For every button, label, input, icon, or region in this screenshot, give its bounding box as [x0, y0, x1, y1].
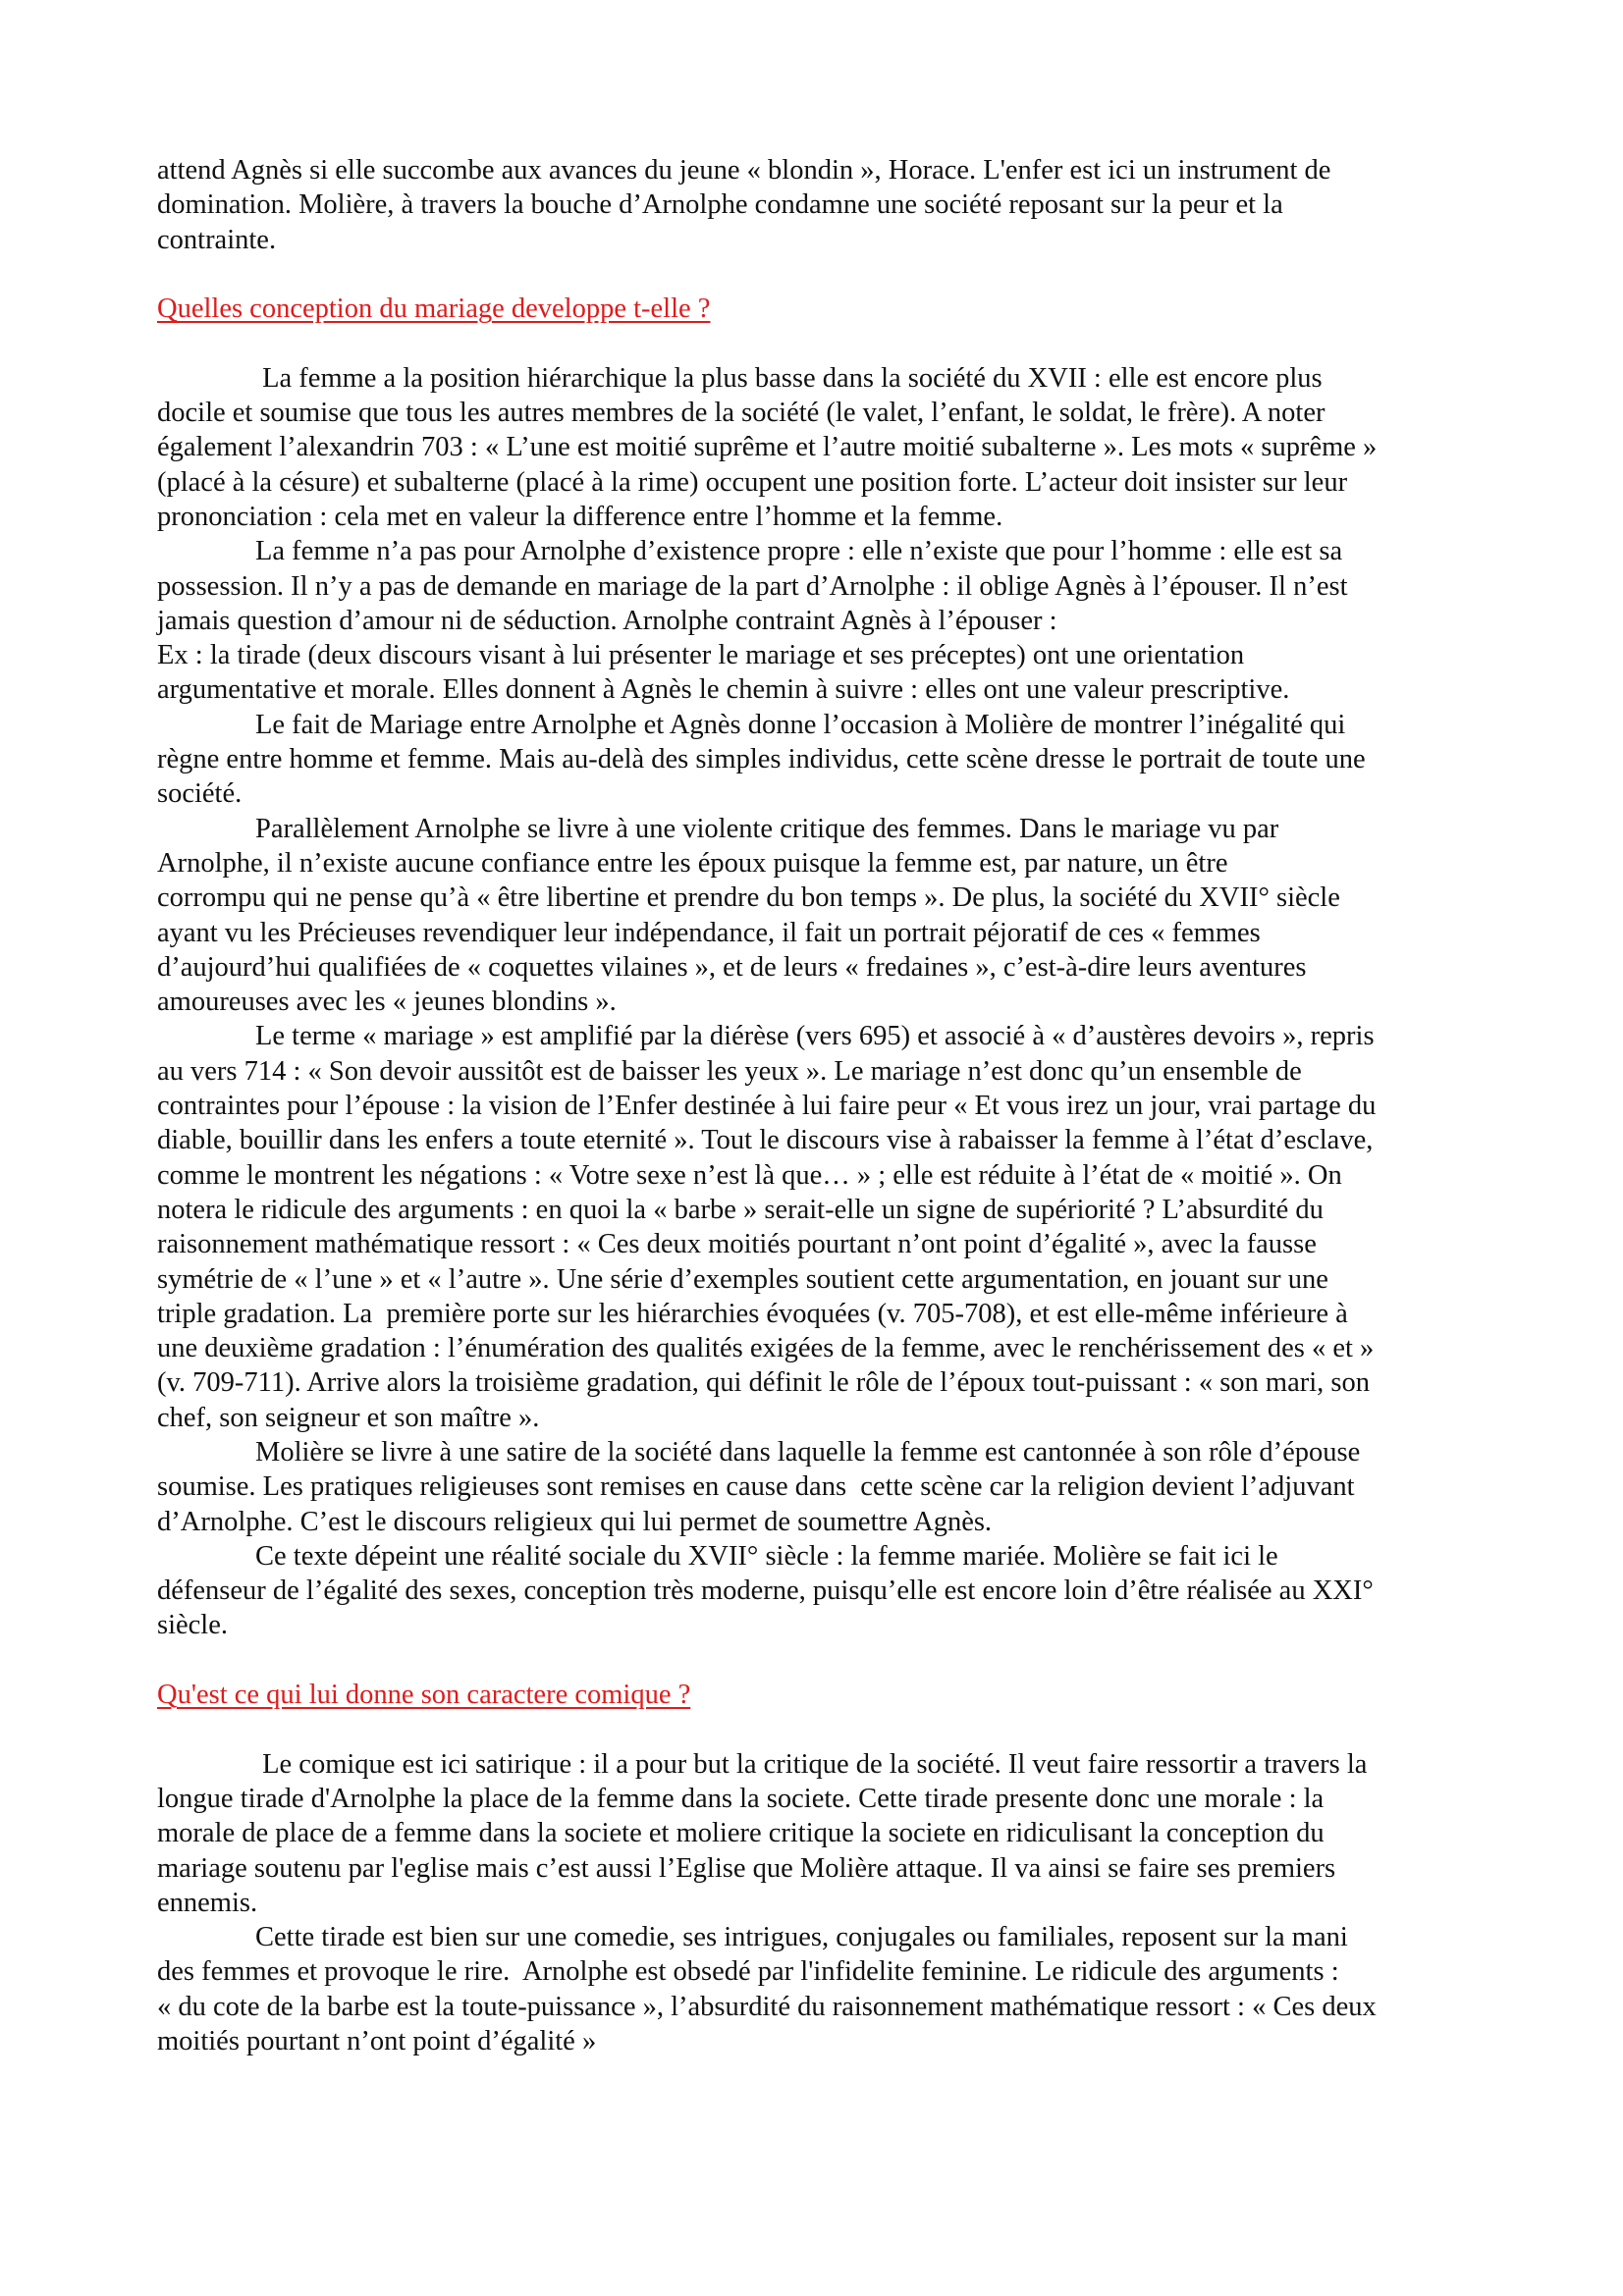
intro-paragraph — [157, 153, 1492, 257]
text-line: également l’alexandrin 703 : « L’une est moitié suprême et l’autre moitié subalterne ». Les mots « suprême » — [157, 432, 1378, 463]
text-line: symétrie de « l’une » et « l’autre ». Une série d’exemples soutient cette argumentation, en jouant sur une — [157, 1263, 1328, 1295]
text-line: corrompu qui ne pense qu’à « être libertine et prendre du bon temps ». De plus, la société du XVII° siècle — [157, 882, 1340, 914]
text-line: triple gradation. La première porte sur les hiérarchies évoquées (v. 705-708), et est elle-même inférieure à — [157, 1298, 1348, 1329]
text-line: La femme n’a pas pour Arnolphe d’existence propre : elle n’existe que pour l’homme : elle est sa — [255, 536, 1343, 567]
text-line: Molière se livre à une satire de la société dans laquelle la femme est cantonnée à son rôle d’épouse — [255, 1436, 1361, 1468]
blank-line — [157, 257, 1492, 292]
text-line: société. — [157, 778, 243, 810]
text-line: attend Agnès si elle succombe aux avances du jeune « blondin », Horace. L'enfer est ici un instrument de — [157, 155, 1331, 186]
paragraph — [157, 1435, 1492, 1539]
text-line: longue tirade d'Arnolphe la place de la femme dans la societe. Cette tirade presente donc une morale : la — [157, 1783, 1325, 1814]
text-line: Cette tirade est bien sur une comedie, ses intrigues, conjugales ou familiales, reposent sur la mani — [255, 1922, 1348, 1953]
blank-line — [157, 326, 1492, 360]
text-line: mariage soutenu par l'eglise mais c’est aussi l’Eglise que Molière attaque. Il va ainsi se faire ses premiers — [157, 1852, 1336, 1884]
text-line: Arnolphe, il n’existe aucune confiance entre les époux puisque la femme est, par nature, un être — [157, 847, 1228, 879]
paragraph — [157, 1920, 1492, 2058]
text-line: ayant vu les Précieuses revendiquer leur indépendance, il fait un portrait péjoratif de ces « femmes — [157, 917, 1261, 948]
text-line: règne entre homme et femme. Mais au-delà des simples individus, cette scène dresse le portrait de toute une — [157, 744, 1366, 775]
blank-line — [157, 1712, 1492, 1746]
text-line: au vers 714 : « Son devoir aussitôt est de baisser les yeux ». Le mariage n’est donc qu’un ensemble de — [157, 1055, 1302, 1087]
paragraph — [157, 1747, 1492, 1920]
text-line: amoureuses avec les « jeunes blondins ». — [157, 987, 617, 1018]
text-line: argumentative et morale. Elles donnent à Agnès le chemin à suivre : elles ont une valeur prescriptive. — [157, 674, 1290, 706]
paragraph — [157, 1019, 1492, 1435]
text-line: des femmes et provoque le rire. Arnolphe est obsedé par l'infidelite feminine. Le ridicule des arguments : — [157, 1956, 1339, 1988]
text-line: possession. Il n’y a pas de demande en mariage de la part d’Arnolphe : il oblige Agnès à l’épouser. Il n’est — [157, 570, 1348, 602]
text-line: soumise. Les pratiques religieuses sont remises en cause dans cette scène car la religion devient l’adjuvant — [157, 1471, 1355, 1503]
text-line: Le terme « mariage » est amplifié par la diérèse (vers 695) et associé à « d’austères devoirs », repris — [255, 1021, 1375, 1052]
text-line: contraintes pour l’épouse : la vision de l’Enfer destinée à lui faire peur « Et vous irez un jour, vrai partage du — [157, 1091, 1377, 1122]
paragraph — [157, 361, 1492, 534]
paragraph — [157, 1539, 1492, 1643]
text-line: Ce texte dépeint une réalité sociale du XVII° siècle : la femme mariée. Molière se fait ici le — [255, 1540, 1278, 1572]
text-line: docile et soumise que tous les autres membres de la société (le valet, l’enfant, le soldat, le frère). A noter — [157, 398, 1325, 429]
document-page — [157, 153, 1492, 2058]
text-line: « du cote de la barbe est la toute-puissance », l’absurdité du raisonnement mathématique ressort : « Ces deux — [157, 1991, 1377, 2022]
paragraph — [157, 534, 1492, 707]
text-line: Parallèlement Arnolphe se livre à une violente critique des femmes. Dans le mariage vu par — [255, 813, 1279, 844]
blank-line — [157, 1643, 1492, 1678]
section-heading-mariage: Quelles conception du mariage developpe t-elle ? — [157, 294, 711, 325]
text-line: Ex : la tirade (deux discours visant à lui présenter le mariage et ses préceptes) ont une orientation — [157, 640, 1245, 671]
paragraph — [157, 708, 1492, 812]
text-line: diable, bouillir dans les enfers a toute eternité ». Tout le discours vise à rabaisser la femme à l’état d’esclave, — [157, 1125, 1374, 1156]
text-line: siècle. — [157, 1610, 229, 1641]
text-line: Le fait de Mariage entre Arnolphe et Agnès donne l’occasion à Molière de montrer l’inégalité qui — [255, 709, 1346, 740]
text-line: morale de place de a femme dans la societe et moliere critique la societe en ridiculisant la conception du — [157, 1818, 1325, 1849]
text-line: ennemis. — [157, 1887, 258, 1918]
text-line: La femme a la position hiérarchique la plus basse dans la société du XVII : elle est encore plus — [255, 362, 1323, 394]
text-line: d’aujourd’hui qualifiées de « coquettes vilaines », et de leurs « fredaines », c’est-à-dire leurs aventures — [157, 951, 1307, 983]
text-line: prononciation : cela met en valeur la difference entre l’homme et la femme. — [157, 501, 1003, 532]
text-line: défenseur de l’égalité des sexes, conception très moderne, puisqu’elle est encore loin d’être réalisée au XXI° — [157, 1575, 1374, 1607]
paragraph — [157, 812, 1492, 1020]
text-line: contrainte. — [157, 224, 277, 255]
section-heading-comique: Qu'est ce qui lui donne son caractere comique ? — [157, 1680, 691, 1711]
text-line: comme le montrent les négations : « Votre sexe n’est là que… » ; elle est réduite à l’état de « moitié ». On — [157, 1159, 1342, 1191]
text-line: chef, son seigneur et son maître ». — [157, 1402, 540, 1433]
text-line: raisonnement mathématique ressort : « Ces deux moitiés pourtant n’ont point d’égalité », avec la fausse — [157, 1229, 1317, 1260]
text-line: domination. Molière, à travers la bouche d’Arnolphe condamne une société reposant sur la peur et la — [157, 189, 1283, 221]
text-line: Le comique est ici satirique : il a pour but la critique de la société. Il veut faire ressortir a travers la — [255, 1748, 1368, 1780]
text-line: jamais question d’amour ni de séduction. Arnolphe contraint Agnès à l’épouser : — [157, 605, 1057, 636]
text-line: (v. 709-711). Arrive alors la troisième gradation, qui définit le rôle de l’époux tout-puissant : « son mari, son — [157, 1367, 1370, 1399]
text-line: une deuxième gradation : l’énumération des qualités exigées de la femme, avec le renchérissement des « et » — [157, 1333, 1375, 1364]
text-line: notera le ridicule des arguments : en quoi la « barbe » serait-elle un signe de supériorité ? L’absurdité du — [157, 1194, 1324, 1225]
text-line: (placé à la césure) et subalterne (placé à la rime) occupent une position forte. L’acteur doit insister sur leur — [157, 466, 1348, 498]
text-line: moitiés pourtant n’ont point d’égalité » — [157, 2026, 597, 2057]
text-line: d’Arnolphe. C’est le discours religieux qui lui permet de soumettre Agnès. — [157, 1506, 993, 1537]
